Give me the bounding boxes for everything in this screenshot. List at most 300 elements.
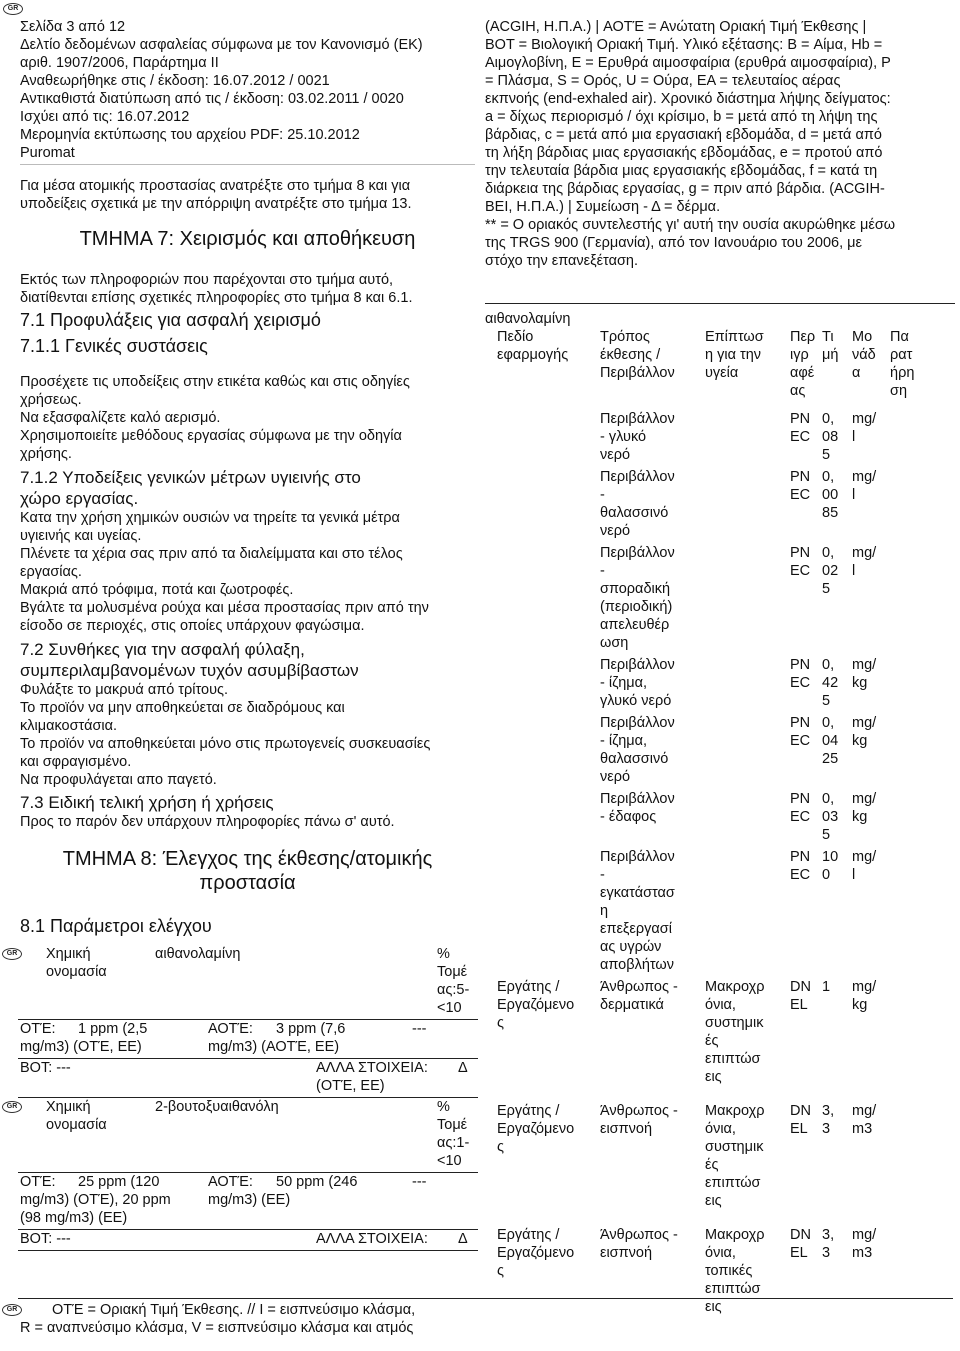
ote-value: [20, 1173, 205, 1227]
text-line: Φυλάξτε το μακρυά από τρίτους.: [20, 682, 229, 698]
pct-line: ας:1-: [437, 1135, 470, 1151]
text-line: Να προφυλάγεται απο παγετό.: [20, 772, 217, 788]
pct-line: Τομέ: [437, 1117, 468, 1133]
value-line: 3 ppm (7,6: [276, 1021, 346, 1037]
cell-line: εις: [705, 1193, 722, 1209]
note-line: (ACGIH, Η.Π.Α.) | ΑΟΤΈ = Ανώτατη Οριακή Τιμή Έκθεσης |: [485, 19, 867, 35]
cell-line: EC: [790, 867, 811, 883]
cell-line: επιπτώσ: [705, 1281, 761, 1297]
label-line: ονομασία: [46, 964, 107, 980]
cell-line: θαλασσινό: [600, 505, 669, 521]
note-line: BEI, Η.Π.Α.) | Συμείωση - Δ = δέρμα.: [485, 199, 721, 215]
cell-line: PN: [790, 411, 811, 427]
cell-line: 3: [822, 1245, 831, 1261]
column-header: [822, 328, 838, 364]
cell-line: 5: [822, 447, 831, 463]
cell-value: [822, 714, 838, 768]
note-line: της TRGS 900 (Γερμανία), από τον Ιανουάριο του 2006, με: [485, 235, 862, 251]
cell-line: επιπτώσ: [705, 1051, 761, 1067]
header-line: Πα: [890, 329, 909, 345]
label-line: ονομασία: [46, 1117, 107, 1133]
header-line: ση: [890, 383, 908, 399]
exposure-limit-block: [6, 945, 475, 1098]
bot-value: ΒΟΤ: ---: [20, 1060, 71, 1076]
header-line: Puromat: [20, 145, 75, 161]
header-line: ιγρ: [790, 347, 809, 363]
section-7-heading: ΤΜΗΜΑ 7: Χειρισμός και αποθήκευση: [79, 228, 416, 250]
bot-row: [20, 1230, 475, 1250]
header-line: η για την: [705, 347, 762, 363]
cell-unit: [852, 848, 876, 884]
cell-line: -: [600, 867, 605, 883]
table-row: [485, 790, 955, 848]
cell-line: ς: [497, 1015, 504, 1031]
heading-line: συμπεριλαμβανομένων τυχόν ασυμβίβαστων: [20, 661, 359, 680]
cell-unit: [852, 410, 876, 446]
cell-line: εγκατάστασ: [600, 885, 675, 901]
note-line: ΒΟΤ = Βιολογική Οριακή Τιμή. Υλικό εξέτασης: B = Αίμα, Hb =: [485, 37, 883, 53]
header-line: Περ: [790, 329, 816, 345]
cell-line: Άνθρωπος -: [600, 1103, 678, 1119]
note-line: a = δίχως περιορισμό / όχι κρίσιμο, b = μετά από τη λήψη της: [485, 109, 878, 125]
value-line: mg/m3) (ΑΟΤΈ, ΕΕ): [208, 1039, 340, 1055]
footer-divider: [18, 1298, 953, 1299]
cell-line: 3,: [822, 1103, 835, 1119]
header-line: νάδ: [852, 347, 876, 363]
cell-line: - ίζημα,: [600, 733, 648, 749]
text-line: Να εξασφαλίζετε καλό αερισμό.: [20, 410, 221, 426]
aote-label: ΑΟΤΈ:: [208, 1021, 253, 1037]
cell-mode: [600, 848, 675, 974]
cell-line: 0,: [822, 791, 835, 807]
cell-unit: [852, 978, 876, 1014]
other-info-label: ΑΛΛΑ ΣΤΟΙΧΕΙΑ:: [316, 1060, 428, 1076]
value-line: 50 ppm (246: [276, 1174, 358, 1190]
header-line: Επίπτωσ: [705, 329, 764, 345]
pct-line: %: [437, 1099, 450, 1115]
column-header: [890, 328, 914, 400]
heading-7-2: [20, 639, 475, 681]
cell-value: [822, 468, 838, 522]
header-divider: [20, 164, 475, 165]
cell-line: 0,: [822, 657, 835, 673]
header-line: Ισχύει από τις: 16.07.2012: [20, 109, 190, 125]
cell-mode: [600, 1102, 678, 1138]
cell-line: 0,: [822, 469, 835, 485]
heading-line: προστασία: [199, 872, 296, 894]
heading-8-1: 8.1 Παράμετροι ελέγχου: [20, 916, 212, 936]
chemical-name-label: [46, 945, 107, 981]
cell-line: εισπνοή: [600, 1245, 653, 1261]
heading-7-1-1: 7.1.1 Γενικές συστάσεις: [20, 336, 208, 356]
exposure-limit-block: [6, 1098, 475, 1251]
cell-mode: [600, 978, 678, 1014]
cell-line: EL: [790, 1245, 808, 1261]
cell-line: 10: [822, 849, 839, 865]
heading-7-1: 7.1 Προφυλάξεις για ασφαλή χειρισμό: [20, 310, 321, 330]
cell-line: Εργάτης /: [497, 1227, 560, 1243]
note-line: βάρδιας, c = μετά από μια εργασιακή εβδομάδα, d = μετά από: [485, 127, 882, 143]
cell-line: Άνθρωπος -: [600, 979, 678, 995]
cell-line: 08: [822, 429, 839, 445]
cell-line: ς: [497, 1139, 504, 1155]
cell-line: EC: [790, 675, 811, 691]
header-line: ας: [790, 383, 806, 399]
cell-line: νερό: [600, 769, 631, 785]
cell-line: η: [600, 903, 609, 919]
cell-line: 3,: [822, 1227, 835, 1243]
cell-line: 0: [822, 867, 831, 883]
footer-text: [20, 1301, 950, 1337]
cell-line: συστημικ: [705, 1015, 764, 1031]
cell-unit: [852, 656, 876, 692]
cell-line: mg/: [852, 791, 877, 807]
cell-line: - γλυκό: [600, 429, 647, 445]
column-header: [497, 328, 568, 364]
cell-line: PN: [790, 791, 811, 807]
cell-line: 5: [822, 581, 831, 597]
header-line: Μερομηνία εκτύπωσης του αρχείου PDF: 25.10.2012: [20, 127, 360, 143]
cell-line: l: [852, 867, 856, 883]
header-line: Πεδίο: [497, 329, 534, 345]
cell-field: [497, 978, 574, 1032]
text-line: υγιεινής και υγείας.: [20, 528, 142, 544]
cell-mode: [600, 410, 675, 464]
chemical-name-value: 2-βουτοξυαιθανόλη: [155, 1099, 279, 1115]
other-info-value: Δ: [458, 1231, 468, 1247]
cell-line: Εργάτης /: [497, 979, 560, 995]
concentration-range: [437, 1098, 469, 1170]
ote-row: [20, 1173, 475, 1229]
cell-desc: [790, 656, 810, 692]
table-title: αιθανολαμίνη: [485, 311, 571, 327]
other-info-label: ΑΛΛΑ ΣΤΟΙΧΕΙΑ:: [316, 1231, 428, 1247]
table-top-border: [485, 303, 955, 304]
text-line: Μακριά από τρόφιμα, ποτά και ζωοτροφές.: [20, 582, 294, 598]
cell-line: σποραδική: [600, 581, 671, 597]
cell-line: 03: [822, 809, 839, 825]
cell-line: ές: [705, 1033, 719, 1049]
note-line: Αιμογλοβίνη, E = Ερυθρά αιμοσφαίρια (ερυθρά αιμοσφαίρια), P: [485, 55, 891, 71]
table-row: [485, 544, 955, 656]
cell-line: Περιβάλλον: [600, 411, 675, 427]
cell-line: 0,: [822, 411, 835, 427]
cell-line: Εργαζόμενο: [497, 1121, 575, 1137]
cell-line: όνια,: [705, 1121, 736, 1137]
cell-line: αποβλήτων: [600, 957, 674, 973]
cell-field: [497, 1226, 574, 1280]
cell-line: απελευθέρ: [600, 617, 670, 633]
cell-line: mg/: [852, 849, 877, 865]
cell-line: EC: [790, 429, 811, 445]
note-line: την τελευταία βάρδια μιας εργασιακής εβδομάδας, f = κατά τη: [485, 163, 878, 179]
heading-line: ΤΜΗΜΑ 8: Έλεγχος της έκθεσης/ατομικής: [62, 848, 433, 870]
chemical-name-row: [6, 945, 475, 1019]
cell-mode: [600, 656, 675, 710]
text-line: Το προϊόν να αποθηκεύεται μόνο στις πρωτογενείς συσκευασίες: [20, 736, 431, 752]
cell-unit: [852, 468, 876, 504]
note-line: διάρκεια της βάρδιας εργασίας, g = πριν από βάρδια. (ACGIH-: [485, 181, 885, 197]
cell-line: θαλασσινό: [600, 751, 669, 767]
cell-line: 0,: [822, 715, 835, 731]
cell-line: PN: [790, 715, 811, 731]
cell-line: - ίζημα,: [600, 675, 648, 691]
table-row: [485, 1102, 955, 1226]
paragraph-7-1-1: [20, 373, 475, 463]
cell-line: ς: [497, 1263, 504, 1279]
cell-line: δερματικά: [600, 997, 664, 1013]
cell-line: mg/: [852, 545, 877, 561]
cell-line: Περιβάλλον: [600, 545, 675, 561]
column-header: [852, 328, 876, 382]
ote-row: [20, 1020, 475, 1058]
cell-line: EL: [790, 997, 808, 1013]
cell-mode: [600, 544, 675, 652]
pct-line: Τομέ: [437, 964, 468, 980]
cell-effect: [705, 978, 765, 1086]
pct-line: ας:5-: [437, 982, 470, 998]
cell-line: PN: [790, 545, 811, 561]
cell-value: [822, 978, 830, 996]
cell-line: 00: [822, 487, 839, 503]
text-line: είσοδο σε περιοχές, στις οποίες υπάρχουν φαγώσιμα.: [20, 618, 365, 634]
note-line: εκπνοής (end-exhaled air). Χρονικό διάστημα λήψης δείγματος:: [485, 91, 891, 107]
cell-mode: [600, 468, 675, 540]
cell-line: Περιβάλλον: [600, 469, 675, 485]
cell-line: mg/: [852, 469, 877, 485]
other-limit-value: ---: [412, 1174, 427, 1190]
text-line: Εκτός των πληροφοριών που παρέχονται στο τμήμα αυτό,: [20, 272, 394, 288]
cell-effect: [705, 1102, 765, 1210]
cell-line: kg: [852, 809, 868, 825]
cell-line: εισπνοή: [600, 1121, 653, 1137]
table-row: [485, 714, 955, 790]
text-line: χρήσεως.: [20, 392, 82, 408]
cell-line: 5: [822, 827, 831, 843]
chemical-name-row: [6, 1098, 475, 1172]
cell-line: τοπικές: [705, 1263, 753, 1279]
cell-line: mg/: [852, 1103, 877, 1119]
aote-value: [208, 1020, 408, 1056]
table-row: [485, 468, 955, 544]
cell-line: Περιβάλλον: [600, 849, 675, 865]
cell-value: [822, 1226, 834, 1262]
cell-desc: [790, 714, 810, 750]
cell-line: EC: [790, 487, 811, 503]
header-line: Τρόπος: [600, 329, 650, 345]
cell-line: 02: [822, 563, 839, 579]
cell-line: 1: [822, 979, 831, 995]
note-line: τη λήξη βάρδιας μιας εργασιακής εβδομάδας, e = προτού από: [485, 145, 883, 161]
ote-value: [20, 1020, 205, 1056]
cell-line: επιπτώσ: [705, 1175, 761, 1191]
cell-line: Περιβάλλον: [600, 791, 675, 807]
table-header-row: [485, 328, 955, 410]
cell-line: PN: [790, 469, 811, 485]
cell-line: γλυκό νερό: [600, 693, 672, 709]
cell-line: m3: [852, 1245, 873, 1261]
text-line: χρήσης.: [20, 446, 72, 462]
cell-line: - έδαφος: [600, 809, 657, 825]
other-limit-value: ---: [412, 1021, 427, 1037]
cell-unit: [852, 714, 876, 750]
note-line: = Πλάσμα, S = Ορός, U = Ούρα, EA = τελευταίος αέρας: [485, 73, 841, 89]
chemical-name-value: αιθανολαμίνη: [155, 946, 241, 962]
cell-line: νερό: [600, 523, 631, 539]
header-line: έκθεσης /: [600, 347, 661, 363]
cell-line: (περιοδική): [600, 599, 673, 615]
cell-line: -: [600, 563, 605, 579]
right-column-notes: [485, 18, 950, 270]
section-8: [6, 847, 475, 1251]
header-line: Αντικαθιστά διατύπωση από τις / έκδοση: 03.02.2011 / 0020: [20, 91, 404, 107]
header-line: α: [852, 365, 861, 381]
cell-line: εις: [705, 1069, 722, 1085]
bot-value: ΒΟΤ: ---: [20, 1231, 71, 1247]
cell-line: DN: [790, 979, 811, 995]
value-line: mg/m3) (ΟΤΈ, ΕΕ): [20, 1039, 142, 1055]
text-line: κλιμακοστάσια.: [20, 718, 118, 734]
cell-line: PN: [790, 657, 811, 673]
cell-line: εις: [705, 1299, 722, 1315]
cell-line: DN: [790, 1227, 811, 1243]
cell-desc: [790, 790, 810, 826]
cell-line: 25: [822, 751, 839, 767]
cell-line: PN: [790, 849, 811, 865]
page-footer: [6, 1298, 950, 1337]
cell-line: mg/: [852, 657, 877, 673]
ote-label: ΟΤΈ:: [20, 1021, 56, 1037]
cell-field: [497, 1102, 574, 1156]
cell-line: ές: [705, 1157, 719, 1173]
cell-line: Περιβάλλον: [600, 657, 675, 673]
header-line: Δελτίο δεδομένων ασφαλείας σύμφωνα με τον Κανονισμό (ΕΚ): [20, 37, 423, 53]
table-row: [485, 656, 955, 714]
cell-line: mg/: [852, 1227, 877, 1243]
cell-line: συστημικ: [705, 1139, 764, 1155]
heading-7-1-2: [20, 467, 475, 509]
text-line: εργασίας.: [20, 564, 82, 580]
section-8-heading: [20, 847, 475, 895]
cell-value: [822, 790, 838, 844]
cell-line: EC: [790, 809, 811, 825]
column-header: [705, 328, 764, 382]
cell-unit: [852, 1102, 876, 1138]
cell-line: 0,: [822, 545, 835, 561]
left-column: [6, 18, 475, 1251]
cell-line: όνια,: [705, 997, 736, 1013]
text-line: Χρησιμοποιείτε μεθόδους εργασίας σύμφωνα με την οδηγία: [20, 428, 402, 444]
cell-line: kg: [852, 675, 868, 691]
cell-desc: [790, 1102, 811, 1138]
concentration-range: [437, 945, 469, 1017]
cell-line: Άνθρωπος -: [600, 1227, 678, 1243]
cell-unit: [852, 544, 876, 580]
header-line: Μο: [852, 329, 873, 345]
cell-line: EC: [790, 733, 811, 749]
gr-locale-icon: GR: [3, 3, 23, 15]
table-row: [485, 410, 955, 468]
cell-desc: [790, 410, 810, 446]
label-line: Χημική: [46, 1099, 91, 1115]
cell-line: 04: [822, 733, 839, 749]
ote-label: ΟΤΈ:: [20, 1174, 56, 1190]
paragraph-7-1-2: [20, 509, 475, 635]
cell-line: EC: [790, 563, 811, 579]
cell-desc: [790, 544, 810, 580]
section-7-intro: [20, 271, 475, 307]
heading-line: χώρο εργασίας.: [20, 489, 139, 508]
cell-line: 85: [822, 505, 839, 521]
label-line: Χημική: [46, 946, 91, 962]
cell-line: m3: [852, 1121, 873, 1137]
gr-locale-icon: GR: [2, 1101, 22, 1113]
cell-line: νερό: [600, 447, 631, 463]
cell-line: Εργάτης /: [497, 1103, 560, 1119]
cell-line: Εργαζόμενο: [497, 997, 575, 1013]
text-line: Το προϊόν να μην αποθηκεύεται σε διαδρόμους και: [20, 700, 345, 716]
text-line: Βγάλτε τα μολυσμένα ρούχα και μέσα προστασίας πριν από την: [20, 600, 429, 616]
value-line: (98 mg/m3) (ΕΕ): [20, 1210, 128, 1226]
cell-mode: [600, 790, 675, 826]
pct-line: <10: [437, 1000, 462, 1016]
cell-line: EL: [790, 1121, 808, 1137]
chemical-name-label: [46, 1098, 107, 1134]
paragraph-7-3: Προς το παρόν δεν υπάρχουν πληροφορίες πάνω σ' αυτό.: [20, 814, 395, 830]
cell-mode: [600, 714, 675, 786]
cell-line: ωση: [600, 635, 629, 651]
cell-desc: [790, 978, 811, 1014]
note-line: ** = Ο οριακός συντελεστής γι' αυτή την ουσία ακυρώθηκε μέσω: [485, 217, 896, 233]
cell-value: [822, 544, 838, 598]
value-line: mg/m3) (ΕΕ): [208, 1192, 291, 1208]
section-7: [20, 227, 475, 831]
intro-line: Για μέσα ατομικής προστασίας ανατρέξτε στο τμήμα 8 και για: [20, 178, 411, 194]
aote-value: [208, 1173, 408, 1209]
bot-row: [20, 1059, 475, 1097]
cell-line: mg/: [852, 979, 877, 995]
header-line: Σελίδα 3 από 12: [20, 19, 126, 35]
header-line: Τι: [822, 329, 834, 345]
dnel-pnec-table: [485, 303, 955, 1332]
cell-value: [822, 848, 838, 884]
cell-unit: [852, 1226, 876, 1262]
document-header: [20, 18, 475, 162]
cell-mode: [600, 1226, 678, 1262]
cell-line: kg: [852, 733, 868, 749]
value-line: mg/m3) (ΟΤΈ), 20 ppm: [20, 1192, 171, 1208]
intro-paragraph: [20, 177, 475, 213]
cell-value: [822, 410, 838, 464]
pct-line: %: [437, 946, 450, 962]
cell-line: l: [852, 429, 856, 445]
row-divider: [18, 1250, 478, 1251]
table-row: [485, 978, 955, 1102]
cell-line: ας υγρών: [600, 939, 662, 955]
cell-line: 5: [822, 693, 831, 709]
cell-line: Μακροχρ: [705, 979, 765, 995]
cell-desc: [790, 1226, 811, 1262]
cell-line: DN: [790, 1103, 811, 1119]
header-line: Αναθεωρήθηκε στις / έκδοση: 16.07.2012 / 0021: [20, 73, 330, 89]
note-line: στόχο την επανεξέταση.: [485, 253, 639, 269]
footer-line: ΟΤΈ = Οριακή Τιμή Έκθεσης. // I = εισπνεύσιμο κλάσμα,: [52, 1302, 416, 1318]
text-line: διατίθενται επίσης σχετικές πληροφορίες στο τμήμα 8 και 6.1.: [20, 290, 413, 306]
text-line: Κατα την χρήση χημικών ουσιών να τηρείτε τα γενικά μέτρα: [20, 510, 400, 526]
pct-line: <10: [437, 1153, 462, 1169]
value-line: 1 ppm (2,5: [78, 1021, 148, 1037]
cell-line: επεξεργασί: [600, 921, 672, 937]
